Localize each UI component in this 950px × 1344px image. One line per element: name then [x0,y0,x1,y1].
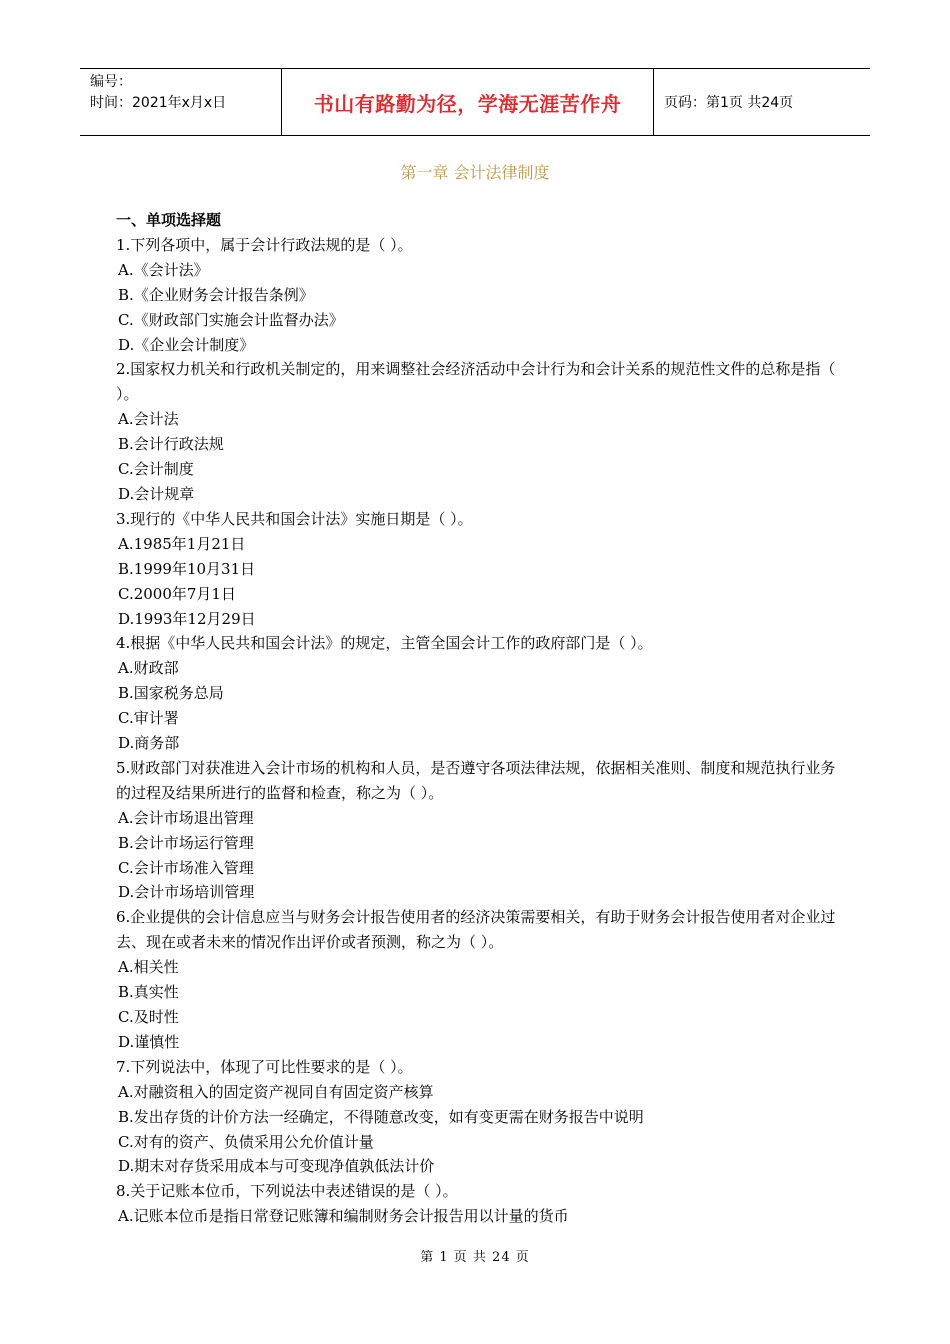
time-label: 时间：2021年x月x日 [90,95,227,111]
question-option: D.会计规章 [118,484,195,503]
question-option: C.会计市场准入管理 [118,858,254,877]
question-option: D.商务部 [118,734,180,753]
question-stem: 1.下列各项中，属于会计行政法规的是（ ）。 [116,235,413,254]
header-page-code: 页码：第1页 共24页 [664,95,794,111]
question-option: C.2000年7月1日 [118,584,236,603]
chapter-title: 第一章 会计法律制度 [400,163,550,182]
question-option: A.1985年1月21日 [118,534,246,553]
question-option: B.《企业财务会计报告条例》 [118,285,314,304]
question-option: C.及时性 [118,1008,179,1026]
question-option: A.相关性 [118,958,179,977]
question-option: C.审计署 [118,709,179,728]
question-stem: 6.企业提供的会计信息应当与财务会计报告使用者的经济决策需要相关，有助于财务会计报告使用者对企业过去、现在或者未来的情况作出评价或者预测，称之为（ ）。 [116,908,836,952]
question-option: A.会计法 [118,410,179,429]
question-stem: 2.国家权力机关和行政机关制定的，用来调整社会经济活动中会计行为和会计关系的规范性文件的总称是指（ ）。 [116,360,836,404]
header-meta [80,69,282,135]
question-option: C.《财政部门实施会计监督办法》 [118,310,344,329]
question-option: D.1993年12月29日 [118,609,256,628]
question-option: C.对有的资产、负债采用公允价值计量 [118,1132,374,1151]
question-option: B.发出存货的计价方法一经确定，不得随意改变，如有变更需在财务报告中说明 [118,1107,644,1126]
question-option: B.会计市场运行管理 [118,833,254,852]
question-option: C.会计制度 [118,460,194,479]
number-label: 编号： [90,74,132,90]
question-option: D.期末对存货采用成本与可变现净值孰低法计价 [118,1157,435,1176]
question-option: A.财政部 [118,659,179,678]
question-option: B.1999年10月31日 [118,559,256,578]
question-option: D.谨慎性 [118,1032,180,1051]
question-option: D.会计市场培训管理 [118,883,255,902]
question-option: A.对融资租入的固定资产视同自有固定资产核算 [118,1082,434,1101]
question-list [116,208,840,1229]
question-option: B.真实性 [118,983,179,1002]
question-option: B.国家税务总局 [118,684,224,703]
page-footer: 第 1 页 共 24 页 [420,1250,530,1265]
page-header [80,68,870,136]
header-motto: 书山有路勤为径，学海无涯苦作舟 [282,69,654,135]
question-stem: 8.关于记账本位币，下列说法中表述错误的是（ ）。 [116,1182,458,1201]
question-option: A.记账本位币是指日常登记账簿和编制财务会计报告用以计量的货币 [118,1207,569,1226]
question-option: A.《会计法》 [118,260,209,279]
question-stem: 5.财政部门对获准进入会计市场的机构和人员，是否遵守各项法律法规，依据相关准则、制度和规范执行业务的过程及结果所进行的监督和检查，称之为（ ）。 [116,758,836,802]
question-option: A.会计市场退出管理 [118,808,254,827]
question-stem: 7.下列说法中，体现了可比性要求的是（ ）。 [116,1057,413,1076]
section-title: 一、单项选择题 [116,211,222,229]
question-stem: 4.根据《中华人民共和国会计法》的规定，主管全国会计工作的政府部门是（ ）。 [116,634,653,653]
question-option: D.《企业会计制度》 [118,335,255,354]
question-stem: 3.现行的《中华人民共和国会计法》实施日期是（ ）。 [116,509,473,528]
question-option: B.会计行政法规 [118,435,224,454]
